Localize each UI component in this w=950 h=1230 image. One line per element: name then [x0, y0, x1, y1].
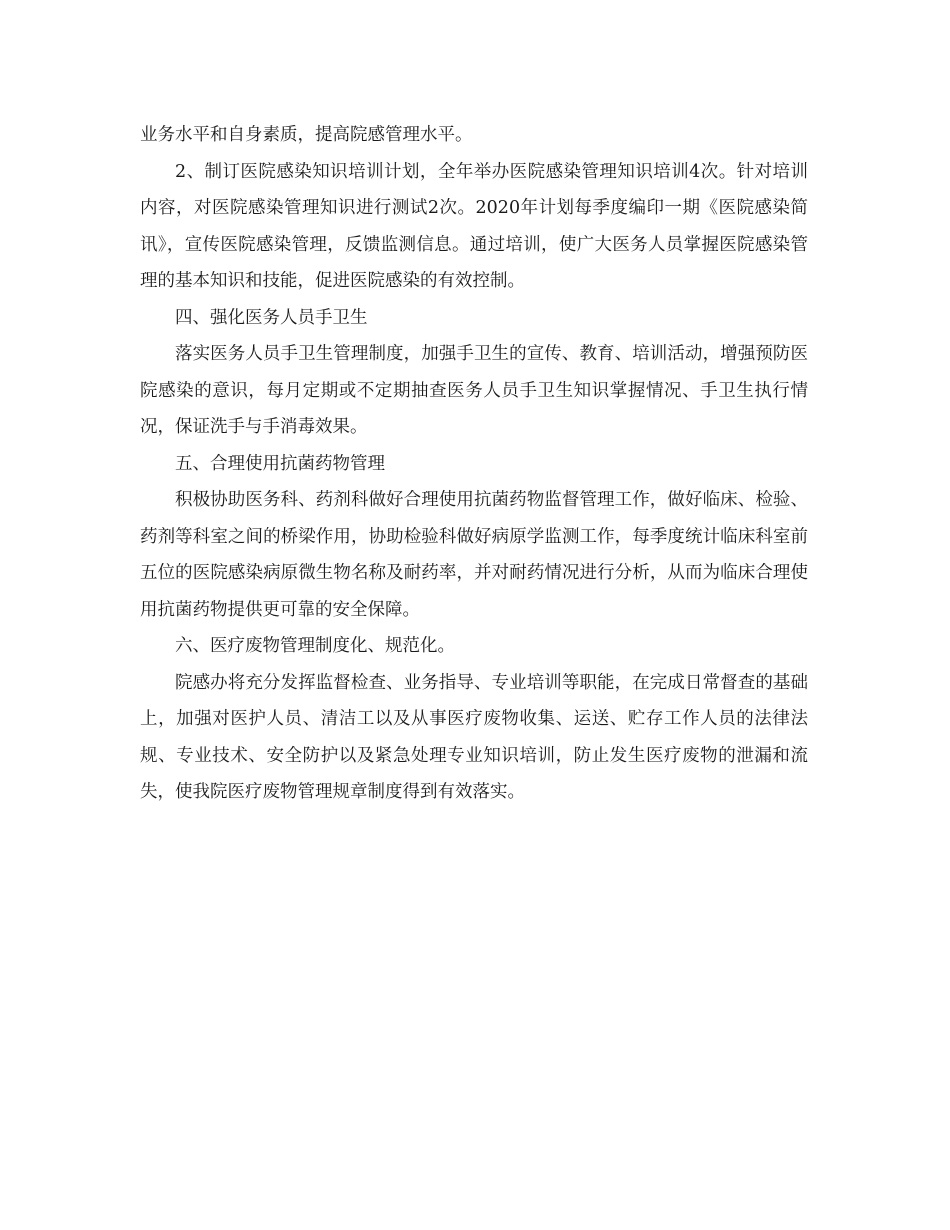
- paragraph-hand-hygiene: 落实医务人员手卫生管理制度，加强手卫生的宣传、教育、培训活动，增强预防医院感染的意识，每月定期或不定期抽查医务人员手卫生知识掌握情况、手卫生执行情况，保证洗手与手消毒效果。: [140, 344, 808, 437]
- section-heading-hand-hygiene: 四、强化医务人员手卫生: [175, 307, 368, 328]
- paragraph-medical-waste: 院感办将充分发挥监督检查、业务指导、专业培训等职能，在完成日常督查的基础上，加强对医护人员、清洁工以及从事医疗废物收集、运送、贮存工作人员的法律法规、专业技术、安全防护以及紧急处理专业知识培训，防止发生医疗废物的泄漏和流失，使我院医疗废物管理规章制度得到有效落实。: [140, 672, 808, 802]
- section-heading-medical-waste: 六、医疗废物管理制度化、规范化。: [175, 636, 455, 656]
- paragraph-antibiotics: 积极协助医务科、药剂科做好合理使用抗菌药物监督管理工作，做好临床、检验、药剂等科室之间的桥梁作用，协助检验科做好病原学监测工作，每季度统计临床科室前五位的医院感染病原微生物名称及耐药率，并对耐药情况进行分析，从而为临床合理使用抗菌药物提供更可靠的安全保障。: [140, 490, 808, 620]
- paragraph-training-plan: 2、制订医院感染知识培训计划，全年举办医院感染管理知识培训4次。针对培训内容，对医院感染管理知识进行测试2次。2020年计划每季度编印一期《医院感染简讯》，宣传医院感染管理，反馈监测信息。通过培训，使广大医务人员掌握医院感染管理的基本知识和技能，促进医院感染的有效控制。: [140, 161, 808, 291]
- paragraph-continuation: 业务水平和自身素质，提高院感管理水平。: [140, 125, 473, 145]
- document-body: [140, 117, 808, 811]
- section-heading-antibiotics: 五、合理使用抗菌药物管理: [175, 453, 385, 474]
